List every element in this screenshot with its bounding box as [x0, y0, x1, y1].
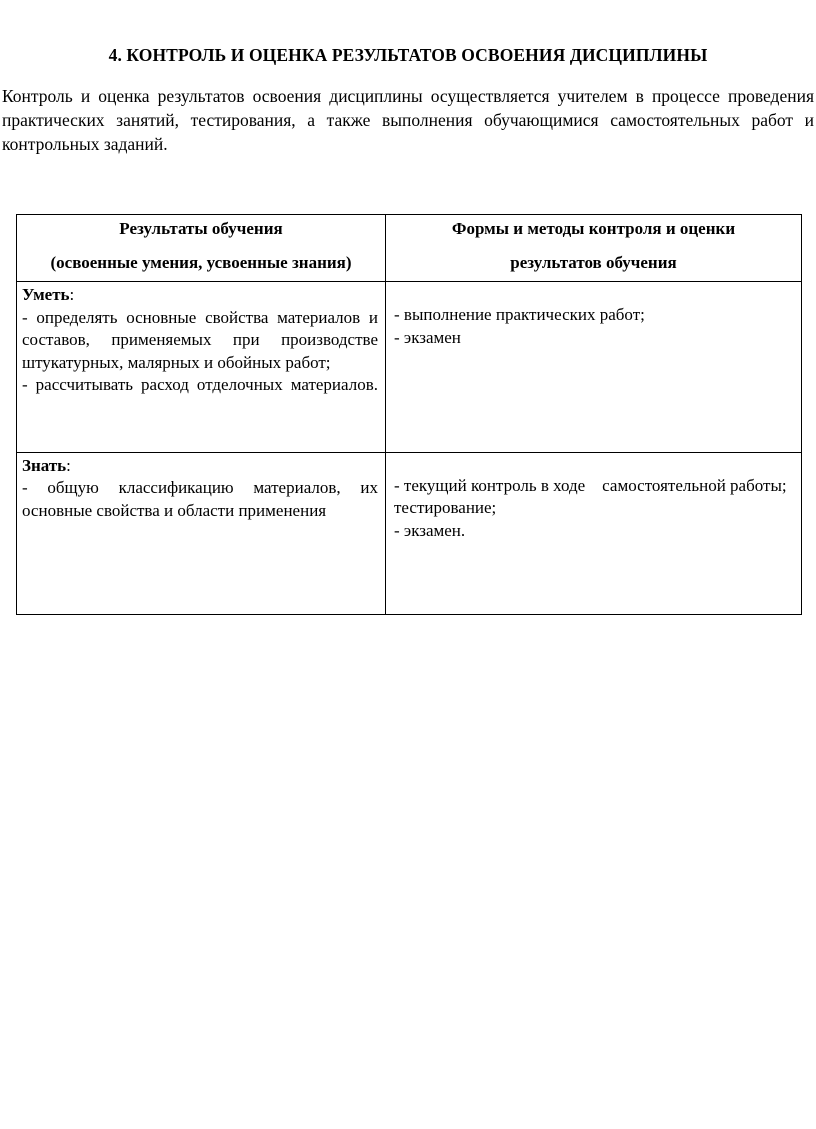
category-colon: :	[66, 455, 71, 475]
results-table	[16, 214, 802, 615]
knowledge-item: - общую классификацию материалов, их основные свойства и области применения	[22, 478, 378, 520]
table-header-row	[17, 215, 802, 282]
skill-item: - определять основные свойства материалов и составов, применяемых при производстве штукатурных, малярных и обойных работ;	[22, 307, 378, 372]
method-item: - выполнение практических работ;	[394, 305, 645, 325]
knowledge-cell	[17, 452, 386, 614]
knowledge-methods-cell	[386, 452, 802, 614]
skills-methods-cell	[386, 282, 802, 452]
header-left-line1: Результаты обучения	[119, 219, 283, 238]
method-item: тестирование;	[394, 498, 497, 518]
header-right-line2: результатов обучения	[510, 253, 677, 272]
method-item: - текущий контроль в ходе самостоятельной работы;	[394, 475, 787, 495]
skill-item: - рассчитывать расход отделочных материалов.	[22, 375, 378, 395]
intro-paragraph: Контроль и оценка результатов освоения дисциплины осуществляется учителем в процессе проведения практических занятий, тестирования, а также выполнения обучающимися самостоятельных работ и контрольных заданий.	[2, 86, 814, 154]
header-right-line1: Формы и методы контроля и оценки	[451, 219, 736, 238]
section-title: 4. КОНТРОЛЬ И ОЦЕНКА РЕЗУЛЬТАТОВ ОСВОЕНИЯ ДИСЦИПЛИНЫ	[108, 45, 708, 65]
method-item: - экзамен	[394, 327, 461, 347]
category-colon: :	[69, 285, 75, 305]
method-item: - экзамен.	[394, 520, 466, 540]
category-title-skills: Уметь	[22, 285, 70, 305]
table-row	[17, 282, 802, 452]
table-row	[17, 452, 802, 614]
header-left-line2: (освоенные умения, усвоенные знания)	[50, 253, 352, 272]
category-title-knowledge: Знать	[22, 455, 67, 475]
header-learning-results	[17, 215, 386, 282]
header-control-methods	[386, 215, 802, 282]
skills-cell	[17, 282, 386, 452]
